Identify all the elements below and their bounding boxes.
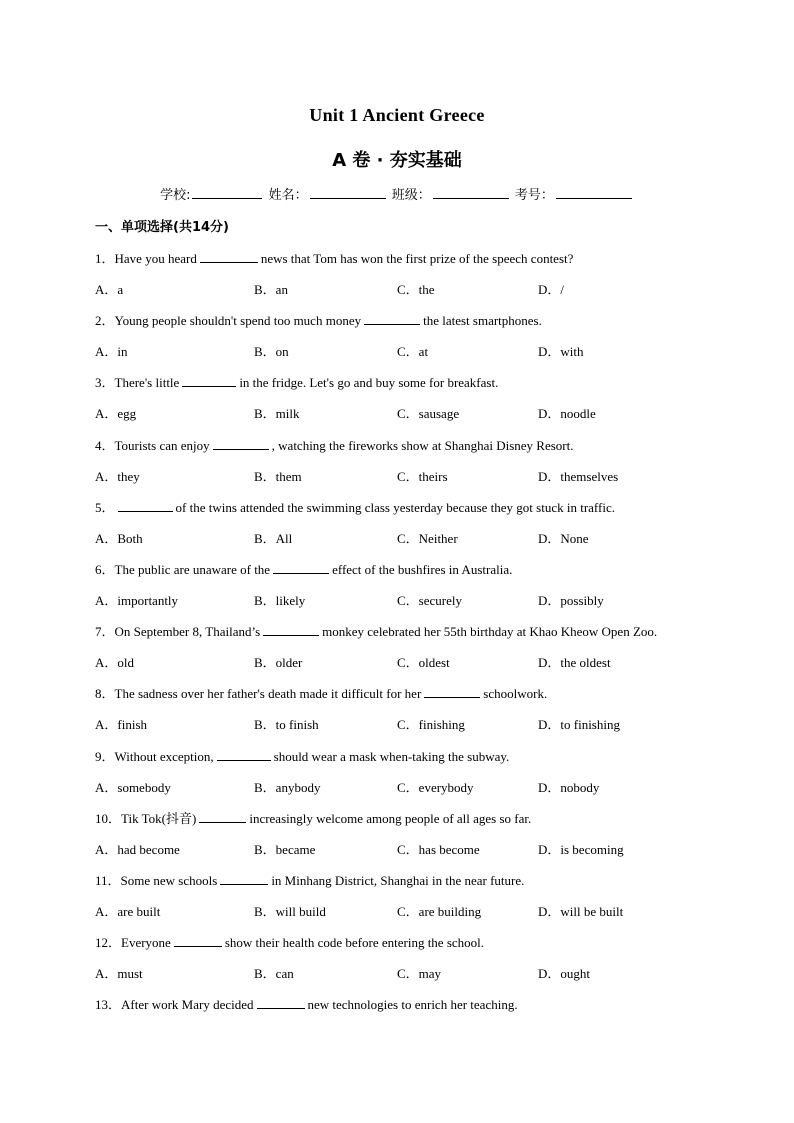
- option-d[interactable]: D．will be built: [538, 904, 624, 919]
- question-number: 2．: [95, 313, 115, 329]
- question-text-after: monkey celebrated her 55th birthday at Khao Kheow Open Zoo.: [322, 624, 658, 640]
- option-b[interactable]: B．older: [254, 655, 303, 671]
- option-a[interactable]: A．importantly: [95, 593, 179, 608]
- option-b[interactable]: B．milk: [254, 406, 300, 422]
- class-field[interactable]: [433, 185, 509, 199]
- option-a[interactable]: A．egg: [95, 406, 137, 422]
- question-text-before: Have you heard: [114, 251, 197, 266]
- question-number: 6．: [95, 562, 115, 577]
- question-text-before: Young people shouldn't spend too much money: [114, 313, 362, 329]
- question-4: [95, 435, 574, 454]
- option-b[interactable]: B．an: [254, 282, 288, 297]
- option-b[interactable]: B．to finish: [254, 717, 319, 733]
- question-text-before: On September 8, Thailand’s: [114, 624, 261, 640]
- option-b[interactable]: B．likely: [254, 593, 306, 608]
- name-label: 姓名：: [268, 188, 308, 203]
- option-c[interactable]: C．everybody: [397, 779, 474, 795]
- option-d[interactable]: D．noodle: [538, 406, 596, 422]
- option-d[interactable]: D．with: [538, 344, 584, 360]
- option-a[interactable]: A．in: [95, 344, 128, 360]
- number-label: 考号：: [514, 188, 554, 203]
- question-text-before: There's little: [114, 375, 180, 391]
- page-subtitle: A 卷 · 夯实基础: [332, 150, 462, 171]
- answer-blank[interactable]: [118, 499, 173, 512]
- question-3: [95, 372, 498, 391]
- option-c[interactable]: C．securely: [397, 593, 462, 608]
- answer-blank[interactable]: [199, 810, 246, 823]
- name-field[interactable]: [310, 185, 386, 199]
- answer-blank[interactable]: [182, 374, 236, 387]
- question-text-before: The sadness over her father's death made it difficult for her: [114, 686, 422, 702]
- option-a[interactable]: A．had become: [95, 841, 180, 857]
- question-1: [95, 248, 573, 267]
- question-text-before: Tourists can enjoy: [114, 437, 210, 453]
- question-11: [95, 870, 524, 889]
- option-d[interactable]: D．nobody: [538, 779, 600, 795]
- option-a[interactable]: A．must: [95, 966, 143, 982]
- page-title: Unit 1 Ancient Greece: [309, 105, 485, 125]
- question-number: 5．: [95, 499, 115, 515]
- option-d[interactable]: D．to finishing: [538, 717, 620, 733]
- question-12: [95, 932, 484, 951]
- question-text-before: Everyone: [121, 935, 171, 951]
- option-a[interactable]: A．finish: [95, 717, 148, 733]
- question-number: 3．: [95, 375, 115, 391]
- answer-blank[interactable]: [220, 872, 268, 885]
- question-text-before: Without exception,: [114, 748, 214, 764]
- question-text-after: show their health code before entering the school.: [224, 935, 485, 951]
- option-c[interactable]: C．has become: [397, 841, 480, 857]
- answer-blank[interactable]: [424, 685, 480, 698]
- question-number: 13．: [95, 997, 122, 1013]
- question-7: [95, 621, 657, 640]
- option-d[interactable]: D．the oldest: [538, 655, 611, 671]
- student-info-line: [0, 184, 794, 203]
- option-b[interactable]: B．on: [254, 344, 289, 360]
- answer-blank[interactable]: [263, 623, 319, 636]
- option-a[interactable]: A．they: [95, 468, 140, 484]
- question-text-before: After work Mary decided: [121, 997, 254, 1013]
- question-text-after: in Minhang District, Shanghai in the near future.: [271, 873, 525, 888]
- question-number: 11．: [95, 873, 121, 888]
- school-label: 学校:: [160, 188, 191, 203]
- class-label: 班级：: [391, 188, 431, 203]
- option-d[interactable]: D．/: [538, 282, 565, 297]
- answer-blank[interactable]: [257, 996, 305, 1009]
- number-field[interactable]: [556, 185, 632, 199]
- option-d[interactable]: D．possibly: [538, 593, 604, 608]
- school-field[interactable]: [192, 185, 262, 199]
- question-text-after: effect of the bushfires in Australia.: [332, 562, 513, 577]
- option-a[interactable]: A．a: [95, 282, 124, 297]
- option-c[interactable]: C．are building: [397, 904, 482, 919]
- question-number: 4．: [95, 437, 115, 453]
- question-9: [95, 746, 509, 765]
- question-number: 7．: [95, 624, 115, 640]
- question-8: [95, 683, 547, 702]
- option-c[interactable]: C．finishing: [397, 717, 465, 733]
- question-text-after: new technologies to enrich her teaching.: [307, 997, 518, 1013]
- question-13: [95, 994, 518, 1013]
- option-b[interactable]: B．became: [254, 841, 316, 857]
- option-d[interactable]: D．None: [538, 530, 589, 546]
- option-a[interactable]: A．somebody: [95, 779, 171, 795]
- option-a[interactable]: A．are built: [95, 904, 161, 919]
- question-text-after: increasingly welcome among people of all ages so far.: [249, 810, 532, 826]
- answer-blank[interactable]: [364, 312, 420, 325]
- answer-blank[interactable]: [200, 250, 258, 263]
- option-c[interactable]: C．Neither: [397, 530, 458, 546]
- question-number: 1．: [95, 251, 115, 266]
- question-text-before: Some new schools: [120, 873, 218, 888]
- option-b[interactable]: B．anybody: [254, 779, 321, 795]
- question-text-after: news that Tom has won the first prize of the speech contest?: [260, 251, 574, 266]
- question-number: 10．: [95, 810, 122, 826]
- option-c[interactable]: C．sausage: [397, 406, 460, 422]
- question-2: [95, 310, 542, 329]
- question-text-after: the latest smartphones.: [423, 313, 542, 329]
- option-c[interactable]: C．at: [397, 344, 429, 360]
- question-number: 8．: [95, 686, 115, 702]
- section-heading: 一、单项选择(共14分): [95, 220, 229, 235]
- question-text-after: should wear a mask when-taking the subway.: [273, 748, 510, 764]
- question-number: 12．: [95, 935, 122, 951]
- option-b[interactable]: B．can: [254, 966, 294, 982]
- answer-blank[interactable]: [213, 437, 269, 450]
- question-text-before: The public are unaware of the: [114, 562, 271, 577]
- answer-blank[interactable]: [217, 748, 271, 761]
- question-text-after: , watching the fireworks show at Shanghai Disney Resort.: [271, 437, 574, 453]
- answer-blank[interactable]: [273, 561, 329, 574]
- question-10: [95, 808, 531, 827]
- option-d[interactable]: D．themselves: [538, 468, 619, 484]
- answer-blank[interactable]: [174, 934, 222, 947]
- option-c[interactable]: C．theirs: [397, 468, 448, 484]
- question-6: [95, 559, 512, 578]
- option-c[interactable]: C．may: [397, 966, 442, 982]
- option-b[interactable]: B．All: [254, 530, 293, 546]
- question-number: 9．: [95, 748, 115, 764]
- option-b[interactable]: B．will build: [254, 904, 326, 919]
- option-c[interactable]: C．oldest: [397, 655, 450, 671]
- option-c[interactable]: C．the: [397, 282, 435, 297]
- question-text-after: of the twins attended the swimming class yesterday because they got stuck in traffic.: [175, 499, 615, 515]
- question-text-after: schoolwork.: [483, 686, 548, 702]
- option-d[interactable]: D．is becoming: [538, 841, 624, 857]
- question-text-after: in the fridge. Let's go and buy some for breakfast.: [239, 375, 499, 391]
- option-a[interactable]: A．Both: [95, 530, 143, 546]
- question-5: [95, 497, 615, 516]
- option-b[interactable]: B．them: [254, 468, 302, 484]
- option-a[interactable]: A．old: [95, 655, 135, 671]
- question-text-before: Tik Tok(抖音): [121, 810, 197, 826]
- option-d[interactable]: D．ought: [538, 966, 591, 982]
